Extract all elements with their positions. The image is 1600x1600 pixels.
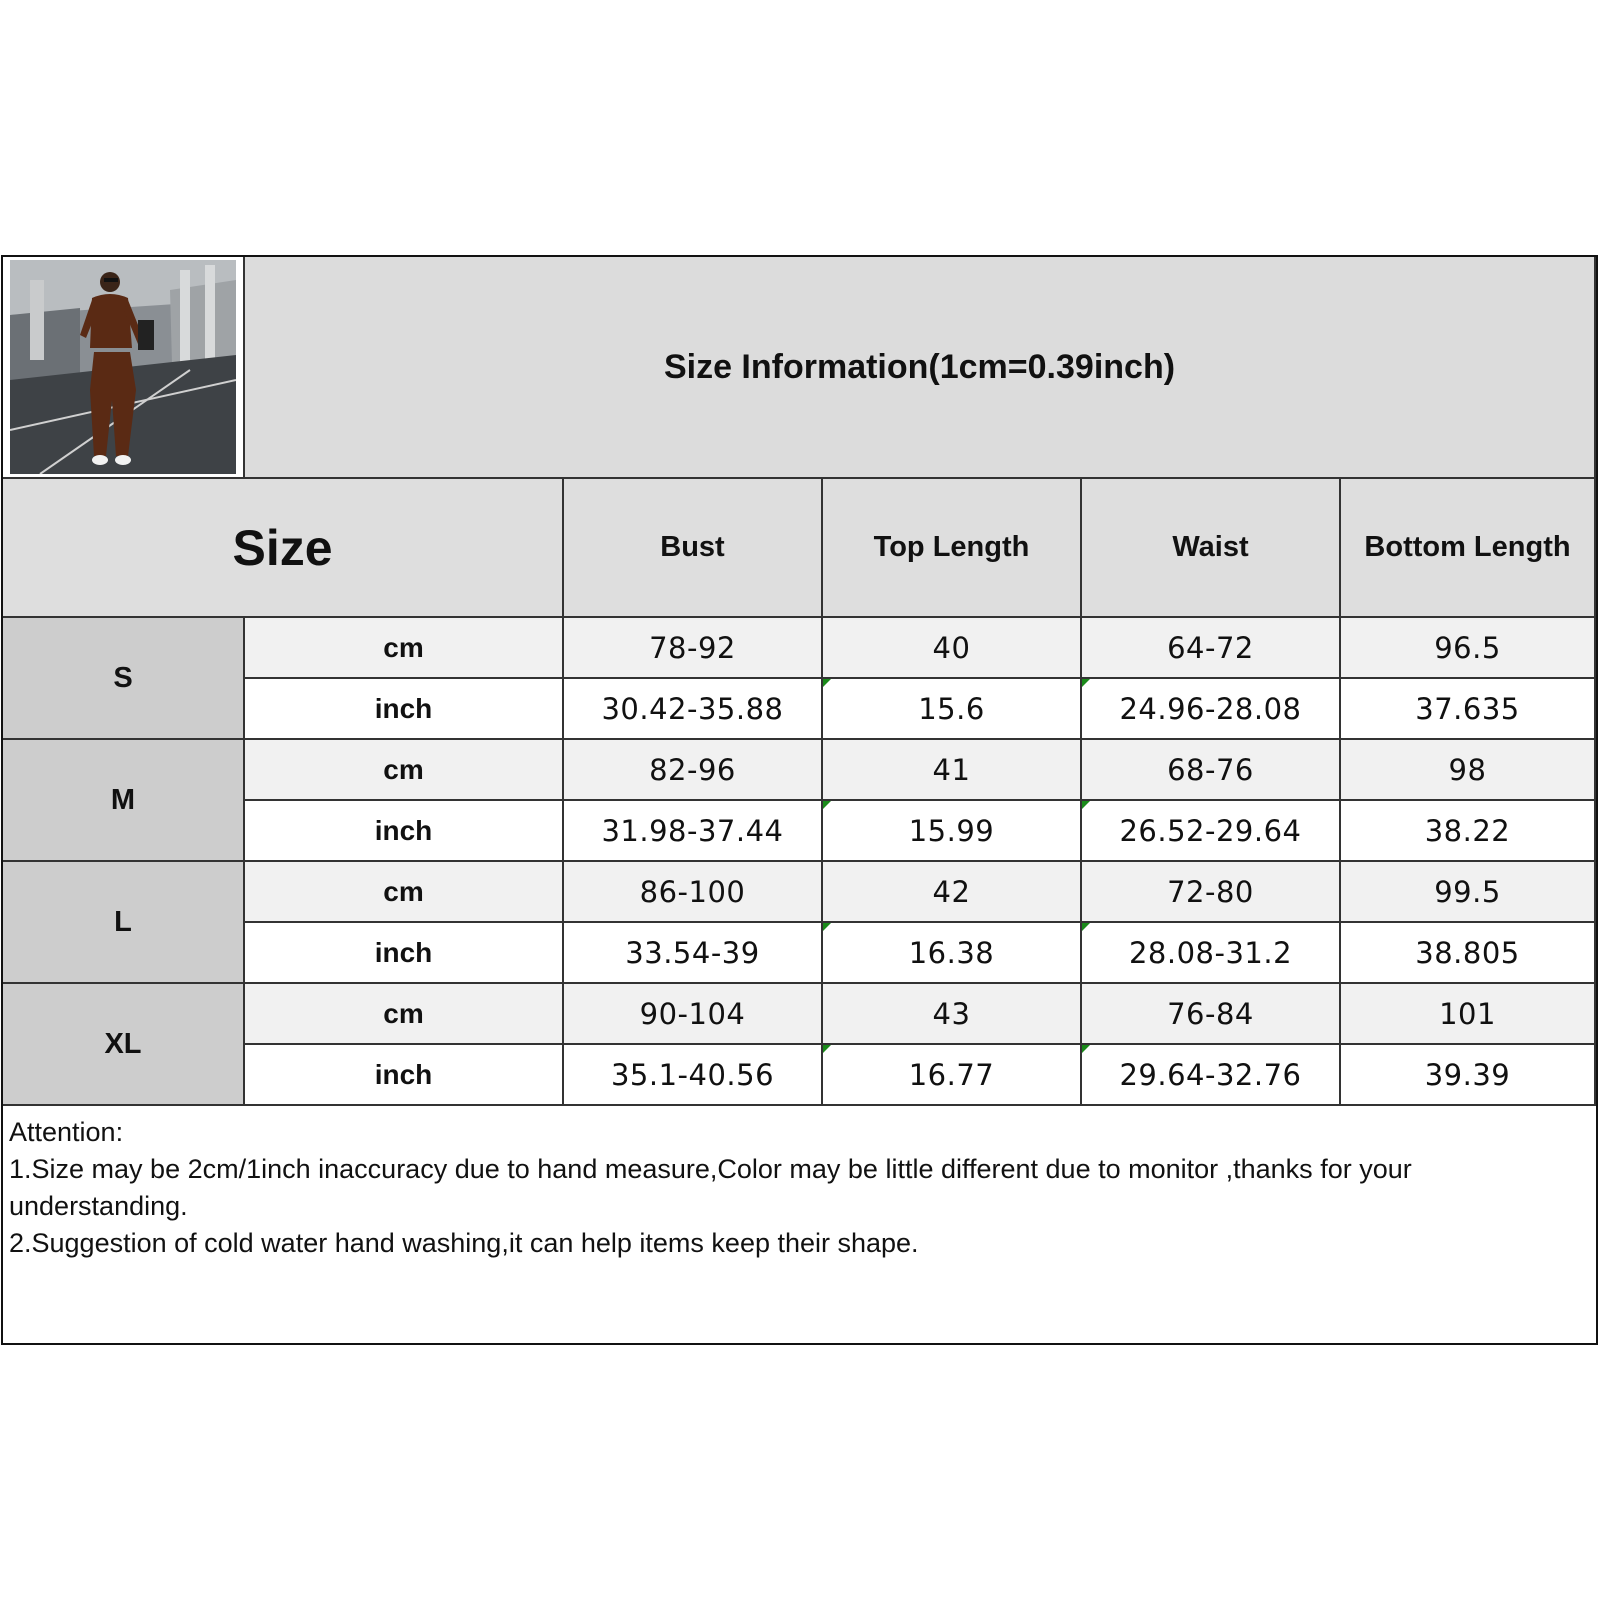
- product-photo: [10, 260, 236, 474]
- value-top-length-inch: 15.99: [823, 801, 1082, 862]
- notes-line-1: 1.Size may be 2cm/1inch inaccuracy due to hand measure,Color may be little different due to monitor ,thanks for your understanding.: [9, 1154, 1412, 1221]
- cell-marker: [1082, 679, 1090, 687]
- size-label: L: [3, 862, 245, 984]
- value-top-length-cm: 43: [823, 984, 1082, 1045]
- size-chart: [1, 255, 1598, 1345]
- column-header-waist: Waist: [1082, 479, 1341, 618]
- value-waist-inch: 24.96-28.08: [1082, 679, 1341, 740]
- value-waist-cm: 76-84: [1082, 984, 1341, 1045]
- cell-marker: [1082, 801, 1090, 809]
- value-bust-inch: 33.54-39: [564, 923, 823, 984]
- product-thumbnail-cell: [3, 257, 245, 479]
- value-waist-cm: 72-80: [1082, 862, 1341, 923]
- notes-line-2: 2.Suggestion of cold water hand washing,it can help items keep their shape.: [9, 1228, 919, 1258]
- value-bust-cm: 78-92: [564, 618, 823, 679]
- unit-label-cm: cm: [245, 984, 564, 1045]
- chart-title: Size Information(1cm=0.39inch): [245, 257, 1596, 479]
- value-bust-cm: 82-96: [564, 740, 823, 801]
- value-bust-cm: 90-104: [564, 984, 823, 1045]
- unit-label-inch: inch: [245, 1045, 564, 1106]
- unit-label-inch: inch: [245, 923, 564, 984]
- unit-label-inch: inch: [245, 679, 564, 740]
- value-waist-inch: 29.64-32.76: [1082, 1045, 1341, 1106]
- value-bottom-length-cm: 101: [1341, 984, 1596, 1045]
- cell-marker: [1082, 923, 1090, 931]
- unit-label-cm: cm: [245, 618, 564, 679]
- value-bottom-length-cm: 99.5: [1341, 862, 1596, 923]
- size-label: XL: [3, 984, 245, 1106]
- value-waist-inch: 28.08-31.2: [1082, 923, 1341, 984]
- column-header-top-length: Top Length: [823, 479, 1082, 618]
- value-bottom-length-cm: 96.5: [1341, 618, 1596, 679]
- value-top-length-inch: 15.6: [823, 679, 1082, 740]
- value-bottom-length-cm: 98: [1341, 740, 1596, 801]
- value-bust-inch: 31.98-37.44: [564, 801, 823, 862]
- value-bottom-length-inch: 37.635: [1341, 679, 1596, 740]
- cell-marker: [1082, 1045, 1090, 1053]
- unit-label-cm: cm: [245, 740, 564, 801]
- value-waist-inch: 26.52-29.64: [1082, 801, 1341, 862]
- cell-marker: [823, 923, 831, 931]
- size-label: M: [3, 740, 245, 862]
- value-bust-cm: 86-100: [564, 862, 823, 923]
- notes-heading: Attention:: [9, 1117, 124, 1147]
- column-header-bust: Bust: [564, 479, 823, 618]
- attention-notes: [3, 1112, 1596, 1343]
- size-column-header: Size: [3, 479, 564, 618]
- value-bust-inch: 35.1-40.56: [564, 1045, 823, 1106]
- value-bottom-length-inch: 38.22: [1341, 801, 1596, 862]
- value-top-length-cm: 40: [823, 618, 1082, 679]
- unit-label-cm: cm: [245, 862, 564, 923]
- cell-marker: [823, 1045, 831, 1053]
- size-label: S: [3, 618, 245, 740]
- value-top-length-cm: 42: [823, 862, 1082, 923]
- value-top-length-cm: 41: [823, 740, 1082, 801]
- unit-label-inch: inch: [245, 801, 564, 862]
- value-bottom-length-inch: 39.39: [1341, 1045, 1596, 1106]
- value-top-length-inch: 16.77: [823, 1045, 1082, 1106]
- value-top-length-inch: 16.38: [823, 923, 1082, 984]
- value-bottom-length-inch: 38.805: [1341, 923, 1596, 984]
- value-waist-cm: 64-72: [1082, 618, 1341, 679]
- cell-marker: [823, 801, 831, 809]
- column-header-bottom-length: Bottom Length: [1341, 479, 1596, 618]
- value-waist-cm: 68-76: [1082, 740, 1341, 801]
- value-bust-inch: 30.42-35.88: [564, 679, 823, 740]
- cell-marker: [823, 679, 831, 687]
